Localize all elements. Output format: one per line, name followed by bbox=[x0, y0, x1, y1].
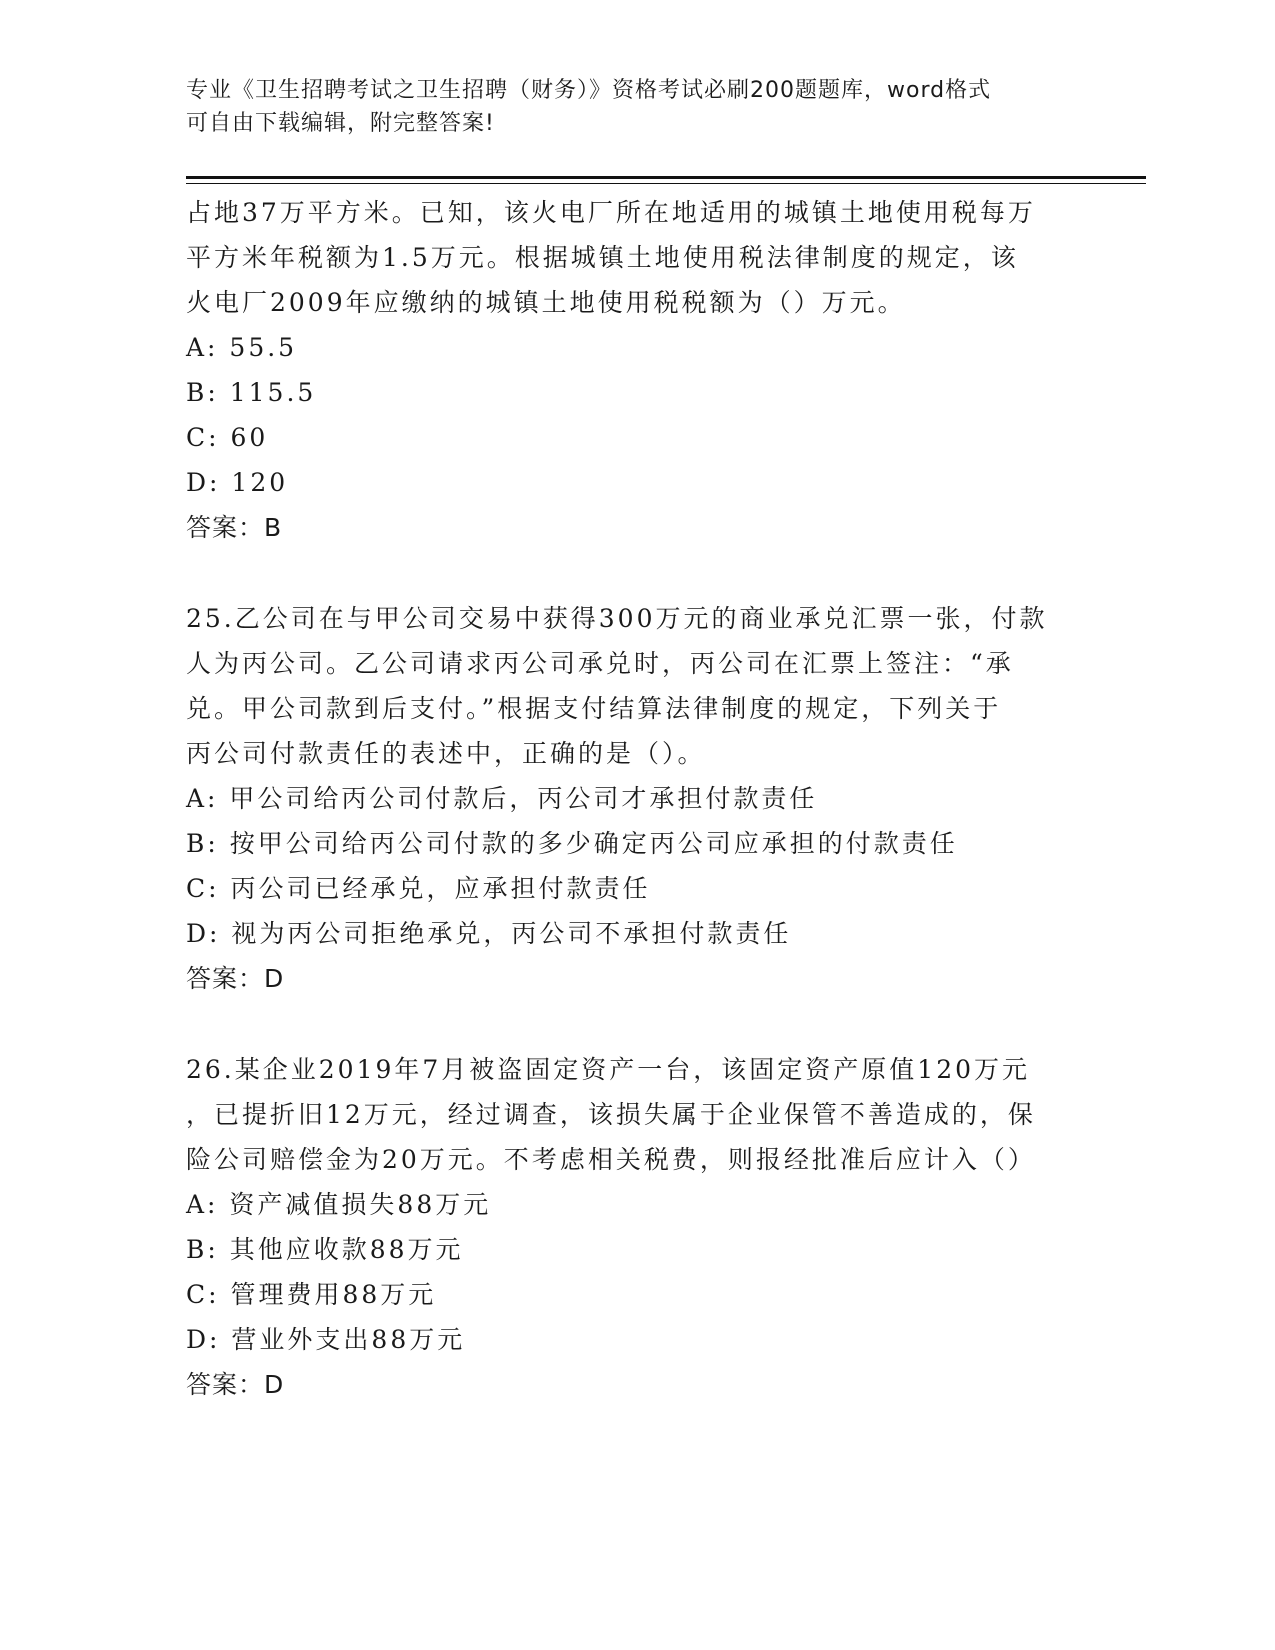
option-a: A: 甲公司给丙公司付款后，丙公司才承担付款责任 bbox=[186, 784, 818, 813]
option-d: D: 营业外支出88万元 bbox=[186, 1325, 466, 1354]
question-line: 险公司赔偿金为20万元。不考虑相关税费，则报经批准后应计入（） bbox=[186, 1145, 1036, 1174]
question-line: 占地37万平方米。已知，该火电厂所在地适用的城镇土地使用税每万 bbox=[186, 198, 1036, 227]
option-a: A: 资产减值损失88万元 bbox=[186, 1190, 492, 1219]
document-body bbox=[186, 190, 1086, 1407]
header-rule-thick bbox=[186, 176, 1146, 179]
question-spacer bbox=[186, 550, 1086, 596]
option-c: C: 60 bbox=[186, 423, 269, 452]
question-line: 人为丙公司。乙公司请求丙公司承兑时，丙公司在汇票上签注：“承 bbox=[186, 649, 1014, 678]
question-block bbox=[186, 1047, 1086, 1407]
question-line: 丙公司付款责任的表述中，正确的是（）。 bbox=[186, 739, 706, 768]
question-block bbox=[186, 596, 1086, 1001]
option-d: D: 120 bbox=[186, 468, 289, 497]
option-d: D: 视为丙公司拒绝承兑，丙公司不承担付款责任 bbox=[186, 919, 792, 948]
answer-line: 答案：D bbox=[186, 964, 285, 993]
header-line-1: 专业《卫生招聘考试之卫生招聘（财务）》资格考试必刷200题题库，word格式 bbox=[186, 78, 992, 103]
question-line: 25.乙公司在与甲公司交易中获得300万元的商业承兑汇票一张，付款 bbox=[186, 604, 1048, 633]
answer-line: 答案：B bbox=[186, 513, 283, 542]
option-c: C: 管理费用88万元 bbox=[186, 1280, 437, 1309]
question-line: 平方米年税额为1.5万元。根据城镇土地使用税法律制度的规定，该 bbox=[186, 243, 1019, 272]
document-header bbox=[186, 74, 1066, 140]
option-b: B: 115.5 bbox=[186, 378, 317, 407]
header-line-2: 可自由下载编辑，附完整答案! bbox=[186, 111, 495, 136]
question-line: 兑。甲公司款到后支付。”根据支付结算法律制度的规定，下列关于 bbox=[186, 694, 1002, 723]
option-c: C: 丙公司已经承兑，应承担付款责任 bbox=[186, 874, 651, 903]
option-a: A: 55.5 bbox=[186, 333, 298, 362]
question-block bbox=[186, 190, 1086, 550]
question-spacer bbox=[186, 1001, 1086, 1047]
question-line: 26.某企业2019年7月被盗固定资产一台，该固定资产原值120万元 bbox=[186, 1055, 1031, 1084]
answer-line: 答案：D bbox=[186, 1370, 285, 1399]
question-line: ，已提折旧12万元，经过调查，该损失属于企业保管不善造成的，保 bbox=[186, 1100, 1036, 1129]
question-line: 火电厂2009年应缴纳的城镇土地使用税税额为（）万元。 bbox=[186, 288, 906, 317]
option-b: B: 其他应收款88万元 bbox=[186, 1235, 464, 1264]
option-b: B: 按甲公司给丙公司付款的多少确定丙公司应承担的付款责任 bbox=[186, 829, 958, 858]
header-rule-thin bbox=[186, 183, 1146, 184]
